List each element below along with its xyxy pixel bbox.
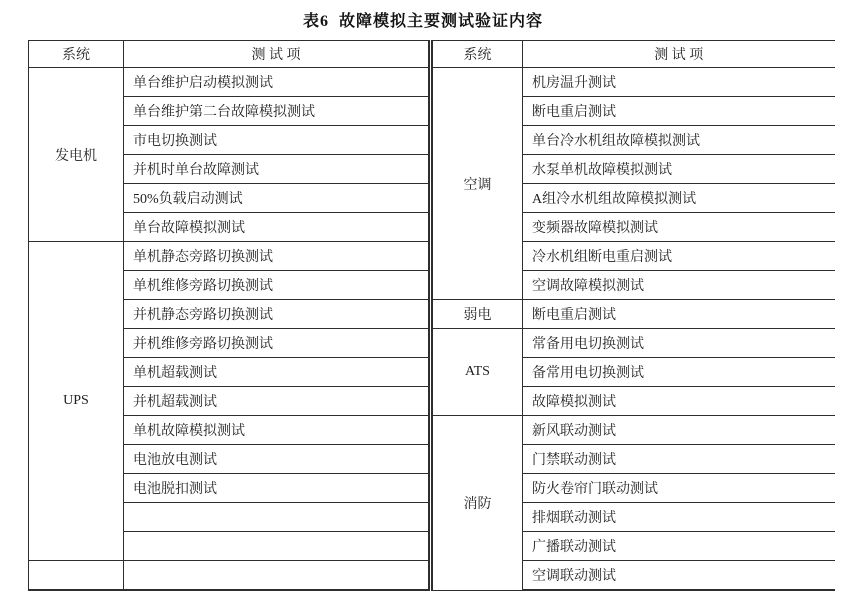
test-item-cell-right: 防火卷帘门联动测试	[523, 474, 835, 503]
test-item-cell-right: 断电重启测试	[523, 97, 835, 126]
test-item-cell-left: 并机时单台故障测试	[124, 155, 431, 184]
table-body	[29, 68, 835, 591]
test-item-cell-left: 单机故障模拟测试	[124, 416, 431, 445]
test-item-cell-right: 空调联动测试	[523, 561, 835, 591]
header-testitem-left: 测 试 项	[124, 41, 431, 68]
test-item-cell-left: 单机静态旁路切换测试	[124, 242, 431, 271]
test-item-cell-right: 门禁联动测试	[523, 445, 835, 474]
header-system-right: 系统	[431, 41, 523, 68]
test-item-cell-left: 50%负载启动测试	[124, 184, 431, 213]
header-system-left: 系统	[29, 41, 124, 68]
test-item-cell-left: 并机维修旁路切换测试	[124, 329, 431, 358]
test-item-cell-left: 并机超载测试	[124, 387, 431, 416]
test-item-cell-left: 单台维护第二台故障模拟测试	[124, 97, 431, 126]
system-cell-right: 空调	[431, 68, 523, 300]
system-cell-right: ATS	[431, 329, 523, 416]
test-item-cell-right: A组冷水机组故障模拟测试	[523, 184, 835, 213]
system-cell-left: UPS	[29, 242, 124, 561]
test-item-cell-left	[124, 561, 431, 591]
test-item-cell-right: 常备用电切换测试	[523, 329, 835, 358]
test-item-cell-left: 电池脱扣测试	[124, 474, 431, 503]
test-item-cell-left: 单机维修旁路切换测试	[124, 271, 431, 300]
table-row	[29, 416, 835, 445]
test-item-cell-left: 单台故障模拟测试	[124, 213, 431, 242]
test-item-cell-right: 广播联动测试	[523, 532, 835, 561]
table-row	[29, 68, 835, 97]
test-item-cell-right: 排烟联动测试	[523, 503, 835, 532]
test-item-cell-left	[124, 503, 431, 532]
test-item-cell-left: 市电切换测试	[124, 126, 431, 155]
header-row	[29, 41, 835, 68]
test-item-cell-right: 变频器故障模拟测试	[523, 213, 835, 242]
test-item-cell-left: 单台维护启动模拟测试	[124, 68, 431, 97]
test-item-cell-right: 单台冷水机组故障模拟测试	[523, 126, 835, 155]
fault-simulation-test-table	[28, 40, 835, 591]
test-item-cell-right: 备常用电切换测试	[523, 358, 835, 387]
system-cell-right: 弱电	[431, 300, 523, 329]
header-testitem-right: 测 试 项	[523, 41, 835, 68]
test-item-cell-left	[124, 532, 431, 561]
table-title: 表6 故障模拟主要测试验证内容	[302, 13, 543, 30]
test-item-cell-right: 断电重启测试	[523, 300, 835, 329]
table-row	[29, 329, 835, 358]
test-item-cell-right: 故障模拟测试	[523, 387, 835, 416]
test-item-cell-left: 并机静态旁路切换测试	[124, 300, 431, 329]
system-cell-right: 消防	[431, 416, 523, 591]
system-cell-left: 发电机	[29, 68, 124, 242]
test-item-cell-right: 机房温升测试	[523, 68, 835, 97]
test-item-cell-right: 冷水机组断电重启测试	[523, 242, 835, 271]
test-item-cell-right: 水泵单机故障模拟测试	[523, 155, 835, 184]
test-item-cell-right: 新风联动测试	[523, 416, 835, 445]
test-item-cell-left: 单机超载测试	[124, 358, 431, 387]
table-row	[29, 300, 835, 329]
test-item-cell-left: 电池放电测试	[124, 445, 431, 474]
test-item-cell-right: 空调故障模拟测试	[523, 271, 835, 300]
system-cell-left	[29, 561, 124, 591]
